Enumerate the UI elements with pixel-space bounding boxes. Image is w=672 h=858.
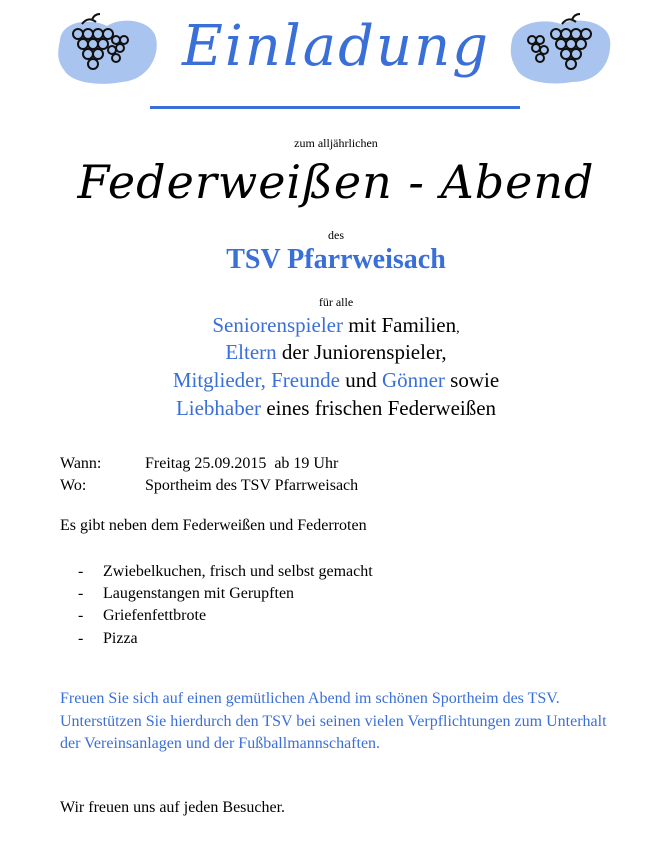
list-dash: - bbox=[78, 563, 84, 580]
audience-highlight: Liebhaber bbox=[175, 396, 262, 420]
audience-text: , bbox=[456, 321, 460, 336]
list-item bbox=[78, 630, 138, 648]
offer-intro: Es gibt neben dem Federweißen und Federroten bbox=[60, 517, 367, 534]
invitation-title: Einladung bbox=[182, 14, 490, 79]
list-dash: - bbox=[78, 585, 84, 602]
list-item-text: Laugenstangen mit Gerupften bbox=[103, 585, 295, 602]
when-label: Wann: bbox=[60, 455, 102, 472]
audience-line bbox=[0, 396, 672, 421]
closing-paragraph: Freuen Sie sich auf einen gemütlichen Abend im schönen Sportheim des TSV. Unterstützen Sie hierdurch den TSV bei seinen vielen Verpflichtungen zum Unterhalt der Vereinsanlagen und der Fußballmannschaften. bbox=[60, 690, 607, 752]
audience-line bbox=[0, 340, 672, 365]
signoff-text: Wir freuen uns auf jeden Besucher. bbox=[60, 799, 286, 816]
list-dash: - bbox=[78, 607, 84, 624]
audience-highlight: Mitglieder, Freunde bbox=[172, 368, 340, 392]
subtitle-small: zum alljährlichen bbox=[294, 136, 378, 150]
club-name: TSV Pfarrweisach bbox=[226, 244, 446, 275]
list-item bbox=[78, 563, 373, 581]
where-value: Sportheim des TSV Pfarrweisach bbox=[145, 477, 359, 494]
list-item-text: Griefenfettbrote bbox=[103, 607, 207, 624]
list-item bbox=[78, 607, 206, 625]
list-item bbox=[78, 585, 294, 603]
audience-intro: für alle bbox=[318, 295, 354, 309]
audience-highlight: Eltern bbox=[225, 340, 277, 364]
where-label: Wo: bbox=[60, 477, 87, 494]
audience-line bbox=[0, 313, 672, 338]
audience-highlight: Seniorenspieler bbox=[212, 313, 343, 337]
audience-highlight: Gönner bbox=[381, 368, 445, 392]
list-dash: - bbox=[78, 630, 84, 647]
audience-text: sowie bbox=[444, 368, 500, 392]
audience-text: eines frischen Federweißen bbox=[261, 396, 497, 420]
audience-line bbox=[0, 368, 672, 393]
list-item-text: Pizza bbox=[103, 630, 138, 647]
when-value: Freitag 25.09.2015 ab 19 Uhr bbox=[145, 455, 339, 472]
des-label: des bbox=[328, 228, 344, 242]
audience-text: und bbox=[339, 368, 382, 392]
event-name: Federweißen - Abend bbox=[77, 155, 595, 209]
title-underline bbox=[150, 106, 520, 109]
audience-text: der Juniorenspieler, bbox=[276, 340, 447, 364]
audience-text: mit Familien bbox=[342, 313, 457, 337]
list-item-text: Zwiebelkuchen, frisch und selbst gemacht bbox=[103, 563, 373, 580]
